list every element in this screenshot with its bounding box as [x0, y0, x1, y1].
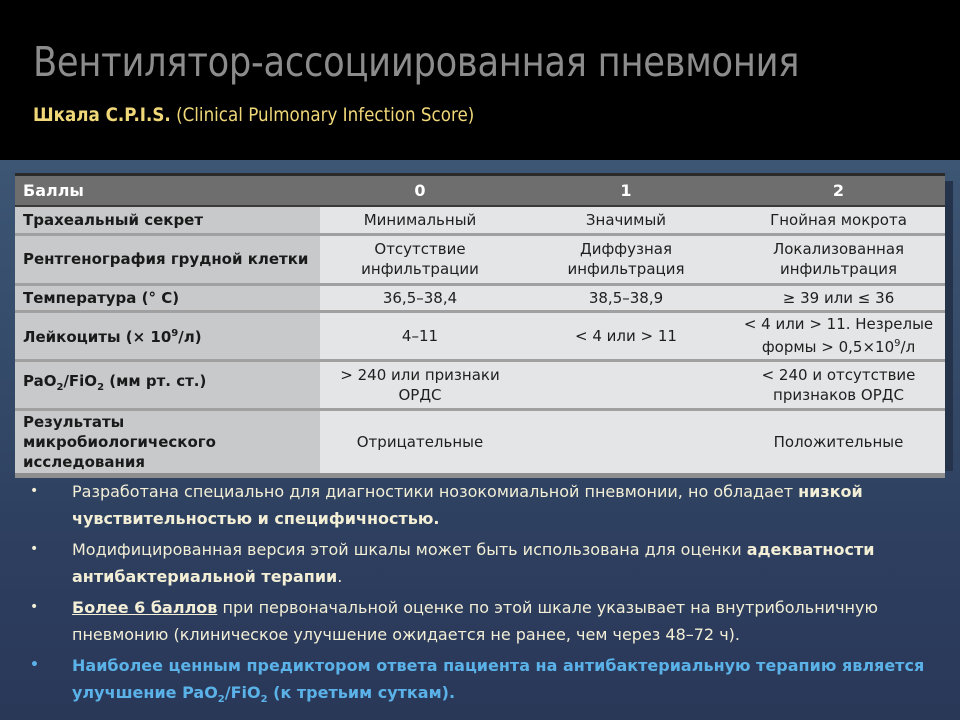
cell-score-2: Гнойная мокрота [732, 206, 945, 234]
row-label [15, 360, 320, 409]
table-row-tracheal-secretion [15, 206, 945, 234]
bullet-icon: • [30, 541, 39, 557]
cell-score-1: 38,5–38,9 [520, 284, 732, 311]
subtitle-scale-name: Шкала C.P.I.S. [33, 104, 171, 126]
cell-score-2 [732, 311, 945, 360]
bullet-underlined-text: Более 6 баллов [72, 598, 218, 617]
cell-text: < 4 или > 11. Незрелые формы > 0,5×10 [743, 315, 934, 356]
bullet-text: при первоначальной оценке по этой шкале указывает на внутрибольничную пневмонию (клиническое улучшение ожидается не ранее, чем через 48–72 ч). [72, 598, 878, 644]
bullet-text: /FiO [224, 683, 261, 702]
table-row-microbiology [15, 409, 945, 475]
bullet-icon: • [30, 483, 39, 499]
bullet-text: Разработана специально для диагностики нозокомиальной пневмонии, но обладает [72, 482, 799, 501]
header-score-2: 2 [732, 176, 945, 206]
cell-score-1 [520, 360, 732, 409]
header-score-0: 0 [320, 176, 520, 206]
row-label: Рентгенография грудной клетки [15, 234, 320, 284]
cpis-table-container [15, 173, 945, 471]
label-text: PaO [23, 372, 57, 390]
cell-score-2: ≥ 39 или ≤ 36 [732, 284, 945, 311]
bullet-icon: • [30, 599, 39, 615]
cpis-table [15, 176, 945, 478]
label-text: /л) [178, 328, 202, 346]
table-row-leukocytes [15, 311, 945, 360]
bullet-icon: • [30, 657, 39, 673]
row-label [15, 311, 320, 360]
cell-score-1: Значимый [520, 206, 732, 234]
cell-score-0: Отрицательные [320, 409, 520, 475]
cell-sup: 9 [894, 338, 901, 349]
bullet-text: Наиболее ценным предиктором ответа пациента на антибактериальную терапию является улучшение PaO [72, 656, 925, 702]
table-row-pao2-fio2 [15, 360, 945, 409]
slide-content [0, 160, 960, 720]
cell-score-2: < 240 и отсутствие признаков ОРДС [732, 360, 945, 409]
bullet-item [30, 478, 930, 532]
label-text: (мм рт. ст.) [104, 372, 207, 390]
cell-score-0: 4–11 [320, 311, 520, 360]
cell-score-0: Минимальный [320, 206, 520, 234]
cell-text: /л [900, 338, 916, 356]
bullet-text: (к третьим суткам). [267, 683, 456, 702]
cell-score-1: Диффузная инфильтрация [520, 234, 732, 284]
header-score-1: 1 [520, 176, 732, 206]
cell-score-2: Положительные [732, 409, 945, 475]
cell-score-0: > 240 или признаки ОРДС [320, 360, 520, 409]
bullet-sub: 2 [260, 694, 268, 706]
cell-score-0: 36,5–38,4 [320, 284, 520, 311]
bullet-item [30, 594, 930, 648]
bullet-text: Модифицированная версия этой шкалы может быть использована для оценки [72, 540, 747, 559]
bullet-list [30, 478, 930, 717]
label-sup: 9 [171, 328, 179, 339]
bullet-sub: 2 [217, 694, 225, 706]
bullet-bold-text: адекватности антибактериальной терапии [72, 540, 875, 586]
table-header-row [15, 176, 945, 206]
row-label: Результаты микробиологического исследования [15, 409, 320, 475]
cell-score-0: Отсутствие инфильтрации [320, 234, 520, 284]
label-text: Лейкоциты (× 10 [23, 328, 172, 346]
page-title: Вентилятор-ассоциированная пневмония [33, 38, 800, 86]
bullet-bold-text: низкой чувствительностью и специфичностью. [72, 482, 863, 528]
bullet-text: . [337, 567, 343, 586]
table-row-temperature [15, 284, 945, 311]
header-points: Баллы [15, 176, 320, 206]
cell-score-2: Локализованная инфильтрация [732, 234, 945, 284]
label-sub: 2 [56, 382, 64, 393]
label-sub: 2 [97, 382, 105, 393]
cell-score-1: < 4 или > 11 [520, 311, 732, 360]
bullet-item-highlight [30, 652, 930, 713]
bullet-item [30, 536, 930, 590]
subtitle [33, 104, 474, 126]
table-row-chest-xray [15, 234, 945, 284]
row-label: Трахеальный секрет [15, 206, 320, 234]
subtitle-description: (Clinical Pulmonary Infection Score) [170, 104, 475, 126]
label-text: /FiO [63, 372, 98, 390]
slide-header [0, 0, 960, 160]
cell-score-1 [520, 409, 732, 475]
row-label: Температура (° С) [15, 284, 320, 311]
